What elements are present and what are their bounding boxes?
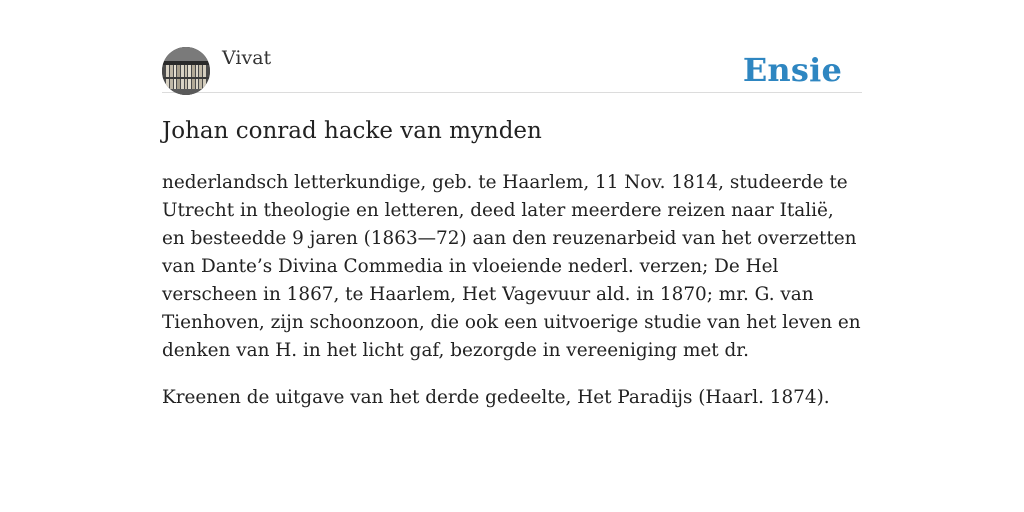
avatar[interactable] [162,47,210,95]
article-paragraph: nederlandsch letterkundige, geb. te Haarlem, 11 Nov. 1814, studeerde te Utrecht in theologie en letteren, deed later meerdere reizen naar Italië, en besteedde 9 jaren (1863—72) aan den reuzenarbeid van het overzetten van Dante’s Divina Commedia in vloeiende nederl. verzen; De Hel verscheen in 1867, te Haarlem, Het Vagevuur ald. in 1870; mr. G. van Tienhoven, zijn schoonzoon, die ook een uitvoerige studie van het leven en denken van H. in het licht gaf, bezorgde in vereeniging met dr. [162,172,861,361]
brand-logo[interactable]: Ensie [742,51,842,89]
article-body [162,169,862,431]
article-page [162,0,862,408]
author-name[interactable]: Vivat [222,47,272,69]
article-paragraph: Kreenen de uitgave van het derde gedeelte, Het Paradijs (Haarl. 1874). [162,387,830,408]
article-header [162,0,862,93]
article-title: Johan conrad hacke van mynden [162,118,542,144]
bookshelf-avatar-icon [162,47,210,95]
